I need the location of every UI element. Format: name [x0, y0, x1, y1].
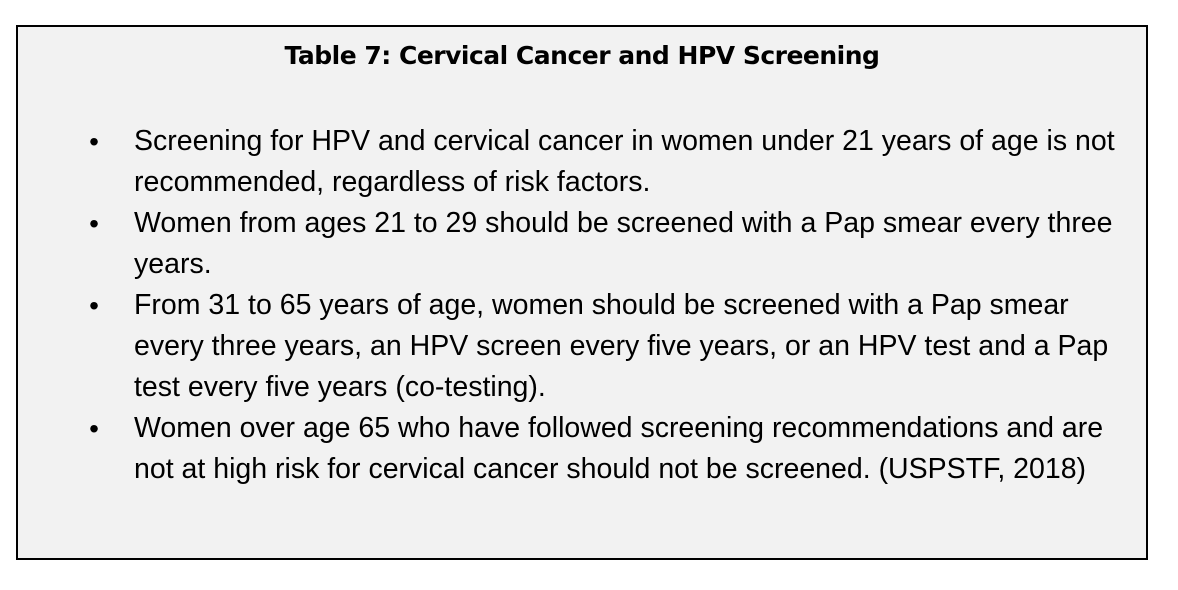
list-item: [18, 408, 1134, 490]
table-title: Table 7: Cervical Cancer and HPV Screening: [284, 41, 880, 70]
recommendations-list: [18, 121, 1134, 490]
list-item-text: Women over age 65 who have followed screening recommendations and are not at high risk for cervical cancer should not be screened. (USPSTF, 2018): [134, 412, 1104, 485]
bullet-icon: •: [89, 413, 99, 444]
bullet-icon: •: [89, 290, 99, 321]
list-item: [18, 285, 1134, 408]
screening-table-box: [16, 25, 1148, 560]
list-item-text: From 31 to 65 years of age, women should be screened with a Pap smear every three years, an HPV screen every five years, or an HPV test and a Pap test every five years (co-testing).: [134, 289, 1109, 403]
list-item-text: Women from ages 21 to 29 should be screened with a Pap smear every three years.: [134, 207, 1113, 280]
list-item-text: Screening for HPV and cervical cancer in women under 21 years of age is not recommended, regardless of risk factors.: [134, 125, 1115, 198]
bullet-icon: •: [89, 208, 99, 239]
list-item: [18, 121, 1134, 203]
bullet-icon: •: [89, 126, 99, 157]
list-item: [18, 203, 1134, 285]
